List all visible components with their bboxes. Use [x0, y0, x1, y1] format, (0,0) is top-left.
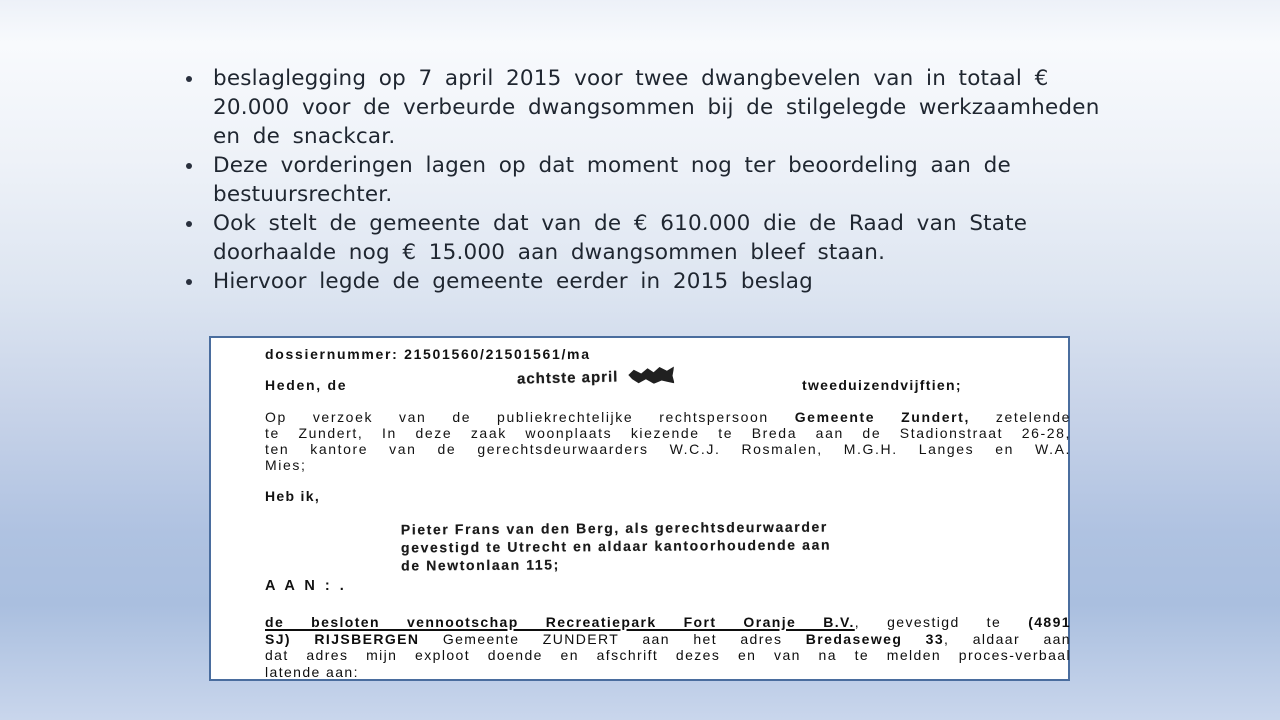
paragraph-line: dat adres mijn exploot doende en afschrift dezes en van na te melden proces-verbaal: [265, 647, 1071, 663]
bailiff-name-block: [401, 517, 831, 574]
bullet-dot-icon: [186, 279, 192, 285]
bullet-line: doorhaalde nog € 15.000 aan dwangsommen bleef staan.: [213, 240, 886, 265]
bullet-line: Deze vorderingen lagen op dat moment nog ter beoordeling aan de: [213, 153, 1011, 178]
bullet-line: Hiervoor legde de gemeente eerder in 2015 beslag: [213, 269, 813, 294]
paragraph-line: SJ) RIJSBERGEN Gemeente ZUNDERT aan het adres Bredaseweg 33, aldaar aan: [265, 630, 1071, 647]
dossier-number-line: dossiernummer: 21501560/21501561/ma: [265, 346, 591, 362]
date-stamp-text: achtste april: [516, 368, 619, 388]
bullet-dot-icon: [186, 221, 192, 227]
bailiff-line: gevestigd te Utrecht en aldaar kantoorhoudende aan: [400, 536, 832, 556]
bullet-line: beslaglegging op 7 april 2015 voor twee dwangbevelen van in totaal €: [213, 66, 1049, 91]
bullet-dot-icon: [186, 76, 192, 82]
bailiff-line: Pieter Frans van den Berg, als gerechtsdeurwaarder: [400, 518, 828, 538]
bullet-line: 20.000 voor de verbeurde dwangsommen bij de stilgelegde werkzaamheden: [213, 95, 1100, 120]
request-paragraph: [265, 409, 1071, 473]
bullet-line: bestuursrechter.: [213, 182, 393, 207]
paragraph-line: ten kantore van de gerechtsdeurwaarders W.C.J. Rosmalen, M.G.H. Langes en W.A.: [265, 441, 1071, 457]
bullet-dot-icon: [186, 163, 192, 169]
bailiff-line: de Newtonlaan 115;: [401, 556, 560, 574]
heden-label: Heden, de: [265, 377, 348, 393]
paragraph-line: te Zundert, In deze zaak woonplaats kiezende te Breda aan de Stadionstraat 26-28,: [265, 425, 1071, 441]
bullet-item: [183, 151, 1178, 209]
paragraph-line: latende aan:: [265, 663, 359, 680]
year-text: tweeduizendvijftien;: [802, 377, 962, 393]
bullet-item: [183, 64, 1178, 151]
paragraph-line: de besloten vennootschap Recreatiepark Fort Oranje B.V., gevestigd te (4891: [265, 614, 1071, 630]
bullet-list: [183, 64, 1178, 296]
bullet-line: en de snackcar.: [213, 124, 396, 149]
scanned-document-image: [209, 336, 1070, 681]
bullet-line: Ook stelt de gemeente dat van de € 610.000 die de Raad van State: [213, 211, 1028, 236]
bullet-item: [183, 267, 1178, 296]
company-name: de besloten vennootschap Recreatiepark Fort Oranje B.V.: [265, 614, 855, 630]
recipient-paragraph: [265, 614, 1071, 680]
ink-smudge-icon: [628, 366, 674, 384]
paragraph-line: Op verzoek van de publiekrechtelijke rechtspersoon Gemeente Zundert, zetelende: [265, 409, 1072, 425]
aan-heading: A A N : .: [265, 578, 347, 594]
heb-ik-label: Heb ik,: [265, 488, 321, 504]
paragraph-line: Mies;: [265, 457, 307, 473]
bullet-item: [183, 209, 1178, 267]
date-stamp: [517, 366, 675, 387]
